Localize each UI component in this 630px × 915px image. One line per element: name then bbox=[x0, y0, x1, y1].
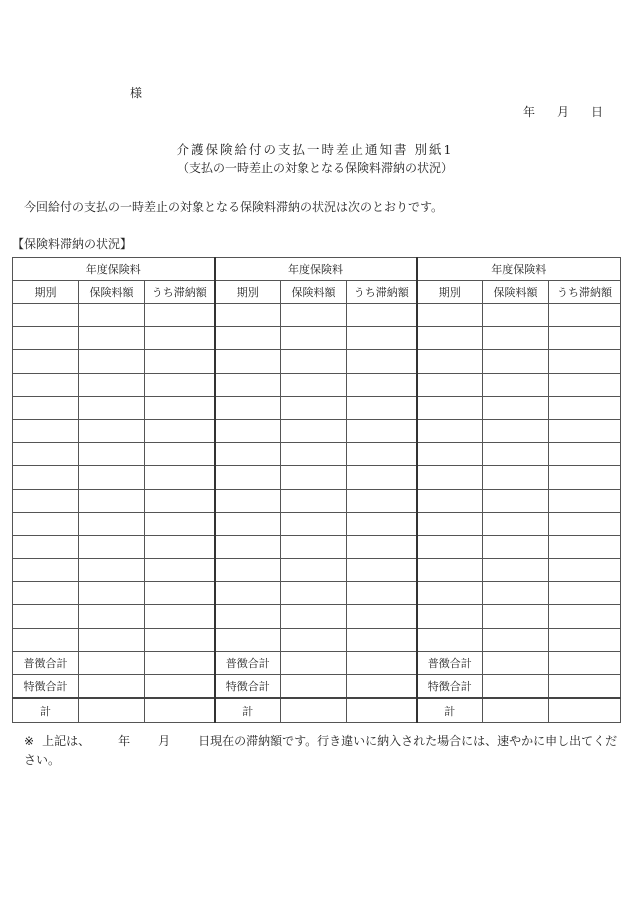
table-cell bbox=[13, 373, 79, 396]
table-cell bbox=[145, 535, 215, 558]
table-cell bbox=[347, 327, 417, 350]
table-cell bbox=[347, 675, 417, 699]
table-cell bbox=[417, 512, 483, 535]
table-cell bbox=[483, 350, 549, 373]
column-header: 保険料額 bbox=[483, 281, 549, 304]
table-row bbox=[13, 350, 621, 373]
table-cell bbox=[483, 651, 549, 674]
table-cell bbox=[145, 489, 215, 512]
table-cell bbox=[79, 327, 145, 350]
table-cell bbox=[145, 443, 215, 466]
table-cell bbox=[347, 605, 417, 628]
table-cell bbox=[417, 582, 483, 605]
column-header: うち滞納額 bbox=[347, 281, 417, 304]
table-cell bbox=[417, 605, 483, 628]
table-row bbox=[13, 443, 621, 466]
table-row bbox=[13, 327, 621, 350]
group-header-row bbox=[13, 258, 621, 281]
table-cell bbox=[215, 443, 281, 466]
note-part1: 上記は、 bbox=[42, 734, 91, 748]
table-cell bbox=[417, 304, 483, 327]
table-cell bbox=[483, 373, 549, 396]
table-cell bbox=[281, 466, 347, 489]
table-cell bbox=[417, 559, 483, 582]
table-cell bbox=[281, 698, 347, 723]
summary-label: 計 bbox=[13, 698, 79, 723]
table-cell bbox=[347, 582, 417, 605]
table-cell bbox=[347, 651, 417, 674]
table-cell bbox=[13, 512, 79, 535]
table-cell bbox=[281, 304, 347, 327]
table-cell bbox=[79, 304, 145, 327]
note-month: 月 bbox=[158, 734, 171, 748]
table-cell bbox=[215, 489, 281, 512]
table-cell bbox=[13, 350, 79, 373]
table-cell bbox=[79, 675, 145, 699]
section-heading: 【保険料滞納の状況】 bbox=[12, 237, 133, 251]
table-row bbox=[13, 304, 621, 327]
summary-label: 普徴合計 bbox=[13, 651, 79, 674]
table-cell bbox=[145, 396, 215, 419]
table-cell bbox=[281, 419, 347, 442]
table-cell bbox=[13, 327, 79, 350]
table-cell bbox=[483, 466, 549, 489]
table-cell bbox=[215, 559, 281, 582]
table-cell bbox=[145, 373, 215, 396]
summary-label: 特徴合計 bbox=[13, 675, 79, 699]
table-cell bbox=[13, 489, 79, 512]
table-cell bbox=[79, 582, 145, 605]
table-cell bbox=[79, 559, 145, 582]
table-cell bbox=[145, 675, 215, 699]
summary-label: 計 bbox=[417, 698, 483, 723]
table-cell bbox=[347, 512, 417, 535]
table-cell bbox=[281, 675, 347, 699]
special-total-row bbox=[13, 675, 621, 699]
table-cell bbox=[281, 489, 347, 512]
document-subtitle: （支払の一時差止の対象となる保険料滞納の状況） bbox=[176, 161, 453, 175]
table-cell bbox=[549, 559, 621, 582]
column-header: 保険料額 bbox=[79, 281, 145, 304]
column-header: 期別 bbox=[417, 281, 483, 304]
table-cell bbox=[549, 698, 621, 723]
grand-total-row bbox=[13, 698, 621, 723]
summary-label: 普徴合計 bbox=[215, 651, 281, 674]
column-header: 保険料額 bbox=[281, 281, 347, 304]
date-line bbox=[523, 103, 603, 120]
group-header: 年度保険料 bbox=[13, 258, 215, 281]
table-cell bbox=[79, 651, 145, 674]
table-cell bbox=[145, 582, 215, 605]
column-header-row bbox=[13, 281, 621, 304]
table-cell bbox=[483, 675, 549, 699]
table-cell bbox=[417, 419, 483, 442]
table-cell bbox=[215, 419, 281, 442]
table-cell bbox=[145, 651, 215, 674]
table-cell bbox=[79, 443, 145, 466]
table-cell bbox=[549, 419, 621, 442]
table-cell bbox=[347, 489, 417, 512]
column-header: うち滞納額 bbox=[549, 281, 621, 304]
table-cell bbox=[281, 582, 347, 605]
table-cell bbox=[417, 396, 483, 419]
table-cell bbox=[347, 628, 417, 651]
table-cell bbox=[13, 559, 79, 582]
arrears-table bbox=[12, 257, 621, 723]
table-cell bbox=[483, 582, 549, 605]
table-cell bbox=[79, 466, 145, 489]
table-cell bbox=[347, 698, 417, 723]
date-day: 日 bbox=[590, 105, 603, 119]
table-cell bbox=[549, 489, 621, 512]
table-cell bbox=[79, 605, 145, 628]
table-cell bbox=[215, 304, 281, 327]
table-row bbox=[13, 559, 621, 582]
table-cell bbox=[483, 605, 549, 628]
table-cell bbox=[215, 512, 281, 535]
table-cell bbox=[145, 350, 215, 373]
date-month: 月 bbox=[556, 105, 569, 119]
table-cell bbox=[79, 350, 145, 373]
table-cell bbox=[549, 582, 621, 605]
table-cell bbox=[13, 466, 79, 489]
note-year: 年 bbox=[118, 734, 131, 748]
table-cell bbox=[215, 327, 281, 350]
table-cell bbox=[483, 304, 549, 327]
table-cell bbox=[79, 489, 145, 512]
document-title: 介護保険給付の支払一時差止通知書 別紙1 bbox=[176, 142, 454, 157]
normal-total-row bbox=[13, 651, 621, 674]
table-cell bbox=[145, 466, 215, 489]
table-cell bbox=[549, 605, 621, 628]
table-cell bbox=[13, 628, 79, 651]
summary-label: 計 bbox=[215, 698, 281, 723]
table-cell bbox=[13, 605, 79, 628]
table-cell bbox=[13, 443, 79, 466]
table-cell bbox=[483, 698, 549, 723]
table-cell bbox=[215, 605, 281, 628]
table-cell bbox=[215, 373, 281, 396]
table-cell bbox=[483, 443, 549, 466]
table-cell bbox=[549, 373, 621, 396]
table-cell bbox=[215, 350, 281, 373]
group-header: 年度保険料 bbox=[215, 258, 417, 281]
table-cell bbox=[549, 443, 621, 466]
table-cell bbox=[483, 628, 549, 651]
table-cell bbox=[483, 535, 549, 558]
table-row bbox=[13, 535, 621, 558]
table-cell bbox=[549, 396, 621, 419]
table-cell bbox=[281, 605, 347, 628]
table-row bbox=[13, 582, 621, 605]
table-cell bbox=[549, 466, 621, 489]
table-cell bbox=[417, 443, 483, 466]
table-cell bbox=[281, 327, 347, 350]
table-cell bbox=[483, 327, 549, 350]
table-cell bbox=[347, 373, 417, 396]
table-cell bbox=[483, 396, 549, 419]
table-cell bbox=[417, 373, 483, 396]
table-cell bbox=[145, 628, 215, 651]
table-cell bbox=[145, 698, 215, 723]
table-cell bbox=[79, 535, 145, 558]
intro-text: 今回給付の支払の一時差止の対象となる保険料滞納の状況は次のとおりです。 bbox=[24, 200, 444, 214]
table-cell bbox=[347, 350, 417, 373]
table-cell bbox=[215, 466, 281, 489]
table-cell bbox=[347, 304, 417, 327]
table-cell bbox=[549, 628, 621, 651]
table-cell bbox=[145, 605, 215, 628]
group-header: 年度保険料 bbox=[417, 258, 621, 281]
table-row bbox=[13, 605, 621, 628]
table-row bbox=[13, 466, 621, 489]
summary-label: 特徴合計 bbox=[215, 675, 281, 699]
table-cell bbox=[281, 628, 347, 651]
table-cell bbox=[215, 396, 281, 419]
table-cell bbox=[417, 327, 483, 350]
table-cell bbox=[79, 628, 145, 651]
table-row bbox=[13, 512, 621, 535]
table-cell bbox=[281, 350, 347, 373]
table-cell bbox=[281, 373, 347, 396]
column-header: 期別 bbox=[215, 281, 281, 304]
table-cell bbox=[281, 535, 347, 558]
table-cell bbox=[13, 535, 79, 558]
table-cell bbox=[145, 559, 215, 582]
table-cell bbox=[347, 535, 417, 558]
table-cell bbox=[13, 396, 79, 419]
table-cell bbox=[281, 559, 347, 582]
table-cell bbox=[215, 582, 281, 605]
table-cell bbox=[145, 304, 215, 327]
table-cell bbox=[145, 327, 215, 350]
table-cell bbox=[281, 443, 347, 466]
table-cell bbox=[13, 419, 79, 442]
table-cell bbox=[215, 628, 281, 651]
table-cell bbox=[549, 535, 621, 558]
table-cell bbox=[79, 512, 145, 535]
summary-label: 普徴合計 bbox=[417, 651, 483, 674]
note-mark: ※ bbox=[24, 734, 35, 748]
table-cell bbox=[549, 327, 621, 350]
table-cell bbox=[281, 651, 347, 674]
table-cell bbox=[347, 396, 417, 419]
table-row bbox=[13, 489, 621, 512]
date-year: 年 bbox=[522, 105, 535, 119]
table-cell bbox=[417, 350, 483, 373]
table-row bbox=[13, 628, 621, 651]
column-header: うち滞納額 bbox=[145, 281, 215, 304]
table-row bbox=[13, 373, 621, 396]
table-cell bbox=[145, 512, 215, 535]
table-cell bbox=[79, 373, 145, 396]
table-cell bbox=[145, 419, 215, 442]
table-cell bbox=[281, 512, 347, 535]
table-cell bbox=[347, 559, 417, 582]
table-cell bbox=[549, 651, 621, 674]
column-header: 期別 bbox=[13, 281, 79, 304]
table-cell bbox=[549, 350, 621, 373]
summary-label: 特徴合計 bbox=[417, 675, 483, 699]
table-cell bbox=[483, 419, 549, 442]
table-cell bbox=[549, 512, 621, 535]
table-cell bbox=[13, 582, 79, 605]
footnote bbox=[24, 732, 620, 770]
table-cell bbox=[347, 466, 417, 489]
table-cell bbox=[417, 466, 483, 489]
table-row bbox=[13, 396, 621, 419]
table-cell bbox=[347, 443, 417, 466]
table-cell bbox=[79, 419, 145, 442]
table-cell bbox=[215, 535, 281, 558]
table-cell bbox=[483, 489, 549, 512]
table-cell bbox=[483, 559, 549, 582]
note-part2: 日現在の滞納額です。行き違いに納入された場合には、速やかに申し出てください。 bbox=[24, 734, 618, 767]
table-cell bbox=[549, 304, 621, 327]
table-cell bbox=[417, 489, 483, 512]
table-cell bbox=[281, 396, 347, 419]
table-cell bbox=[417, 535, 483, 558]
table-cell bbox=[13, 304, 79, 327]
addressee-suffix: 様 bbox=[130, 86, 143, 100]
table-cell bbox=[347, 419, 417, 442]
table-cell bbox=[79, 698, 145, 723]
table-cell bbox=[417, 628, 483, 651]
table-cell bbox=[79, 396, 145, 419]
table-cell bbox=[483, 512, 549, 535]
table-cell bbox=[549, 675, 621, 699]
table-row bbox=[13, 419, 621, 442]
